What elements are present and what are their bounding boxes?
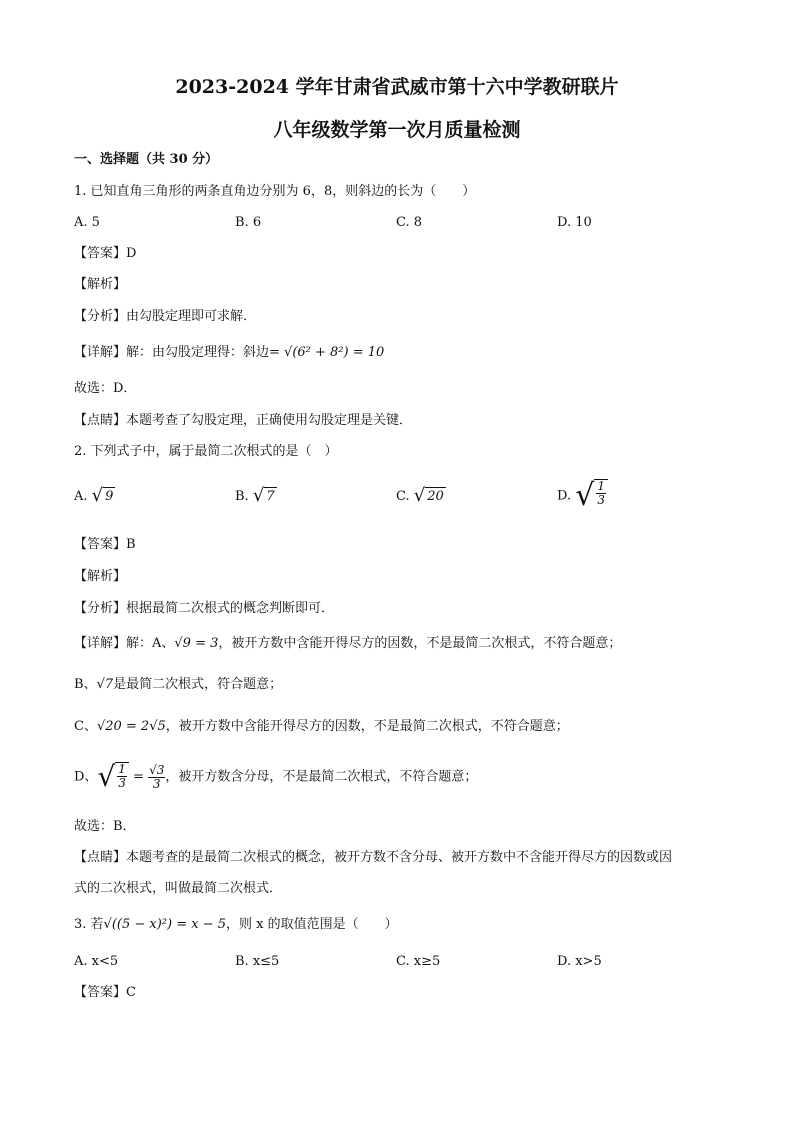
q2-stem: 2. 下列式子中，属于最简二次根式的是（ ） (74, 444, 338, 459)
q3-option-b: B. x≤5 (235, 954, 280, 969)
q2-option-d (557, 479, 608, 513)
q2-detail-d-radicand (115, 762, 129, 792)
q2-option-b-radical (253, 487, 277, 506)
q2-detail-d-text: ，被开方数含分母，不是最简二次根式，不符合题意； (165, 769, 478, 785)
q2-detail-a-prefix: 【详解】解：A、 (74, 636, 175, 651)
fraction-denominator: 3 (597, 493, 605, 507)
sqrt-icon: √ (575, 478, 595, 513)
q2-option-c (396, 487, 446, 506)
q2-detail-d-result (148, 764, 165, 791)
q1-conclusion: 故选：D． (74, 381, 137, 396)
q2-option-d-fraction (596, 480, 606, 507)
q2-detail-d-fraction (117, 763, 127, 790)
q2-option-a (74, 487, 115, 506)
q2-analysis: 【分析】根据最简二次根式的概念判断即可． (74, 601, 335, 616)
q2-detail-b-prefix: B、 (74, 677, 97, 692)
q3-stem-math: √((5 − x)²) = x − 5 (103, 917, 227, 932)
q2-detail-d-prefix: D、 (74, 769, 98, 785)
q1-comment: 【点睛】本题考查了勾股定理，正确使用勾股定理是关键． (74, 413, 413, 428)
q2-detail-b-math: √7 (96, 677, 114, 692)
sqrt-icon: √ (91, 485, 104, 506)
q2-option-a-radical (92, 487, 116, 506)
q2-option-c-label: C. (396, 489, 410, 504)
q3-answer: 【答案】C (74, 985, 136, 1000)
q1-option-a: A. 5 (74, 215, 100, 230)
equals-sign: = (128, 769, 149, 785)
q2-detail-d (74, 762, 477, 792)
q2-option-a-label: A. (74, 489, 88, 504)
q1-jiexi: 【解析】 (74, 277, 127, 292)
q2-option-d-radicand (594, 479, 608, 513)
q1-option-b: B. 6 (235, 215, 262, 230)
q2-comment-line1: 【点睛】本题考查的是最简二次根式的概念，被开方数不含分母、被开方数中不含能开得尽方的因数或因 (74, 850, 673, 865)
fraction-numerator: 1 (597, 479, 605, 493)
section-heading: 一、选择题（共 30 分） (74, 152, 219, 167)
q2-detail-a-math: √9 = 3 (174, 636, 219, 651)
q2-option-b-radicand: 7 (266, 489, 275, 504)
q2-comment-line2: 式的二次根式，叫做最简二次根式． (74, 881, 283, 896)
q3-stem (74, 916, 398, 934)
q3-option-d: D. x>5 (557, 954, 602, 969)
result-denominator: 3 (152, 776, 161, 791)
q2-option-a-radicand: 9 (105, 489, 114, 504)
q2-answer: 【答案】B (74, 537, 136, 552)
page-title: 2023-2024 学年甘肃省武威市第十六中学教研联片 (175, 76, 619, 98)
q2-option-c-radical (414, 487, 446, 506)
q2-option-c-radicand: 20 (427, 489, 444, 504)
q1-option-d: D. 10 (557, 215, 592, 230)
q2-detail-b (74, 676, 282, 694)
q2-detail-a (74, 635, 621, 653)
sqrt-icon: √ (413, 485, 426, 506)
result-numerator: √3 (149, 762, 165, 777)
q2-detail-b-text: 是最简二次根式，符合题意； (113, 677, 283, 692)
q3-option-a: A. x<5 (74, 954, 119, 969)
q2-detail-c-text: ，被开方数中含能开得尽方的因数，不是最简二次根式，不符合题意； (165, 719, 569, 734)
fraction-denominator: 3 (118, 776, 126, 790)
q2-detail-c-math: √20 = 2√5 (96, 719, 166, 734)
q2-detail-c (74, 718, 569, 736)
q2-conclusion: 故选：B． (74, 819, 136, 834)
q3-stem-prefix: 3. 若 (74, 917, 104, 932)
q2-detail-d-radical (97, 762, 128, 792)
q3-option-c: C. x≥5 (396, 954, 441, 969)
q2-jiexi: 【解析】 (74, 569, 127, 584)
q1-answer: 【答案】D (74, 246, 137, 261)
q1-analysis: 【分析】由勾股定理即可求解． (74, 309, 257, 324)
q2-option-b (235, 487, 277, 506)
fraction-numerator: 1 (118, 762, 126, 776)
q2-option-d-label: D. (557, 488, 572, 504)
sqrt-icon: √ (252, 485, 265, 506)
q2-option-b-label: B. (235, 489, 249, 504)
sqrt-icon: √ (97, 760, 116, 793)
q3-stem-suffix: ，则 x 的取值范围是（ ） (226, 917, 398, 932)
q1-option-c: C. 8 (396, 215, 423, 230)
page-subtitle: 八年级数学第一次月质量检测 (273, 119, 521, 141)
q1-detail-prefix: 【详解】解：由勾股定理得：斜边 (74, 345, 270, 360)
q1-detail-math: = √(6² + 8²) = 10 (269, 345, 385, 360)
q2-option-d-radical (575, 479, 608, 513)
q2-detail-a-text: ，被开方数中含能开得尽方的因数，不是最简二次根式，不符合题意； (218, 636, 622, 651)
q2-detail-c-prefix: C、 (74, 719, 97, 734)
q1-detail (74, 344, 384, 362)
q1-stem: 1. 已知直角三角形的两条直角边分别为 6，8，则斜边的长为（ ） (74, 184, 476, 199)
